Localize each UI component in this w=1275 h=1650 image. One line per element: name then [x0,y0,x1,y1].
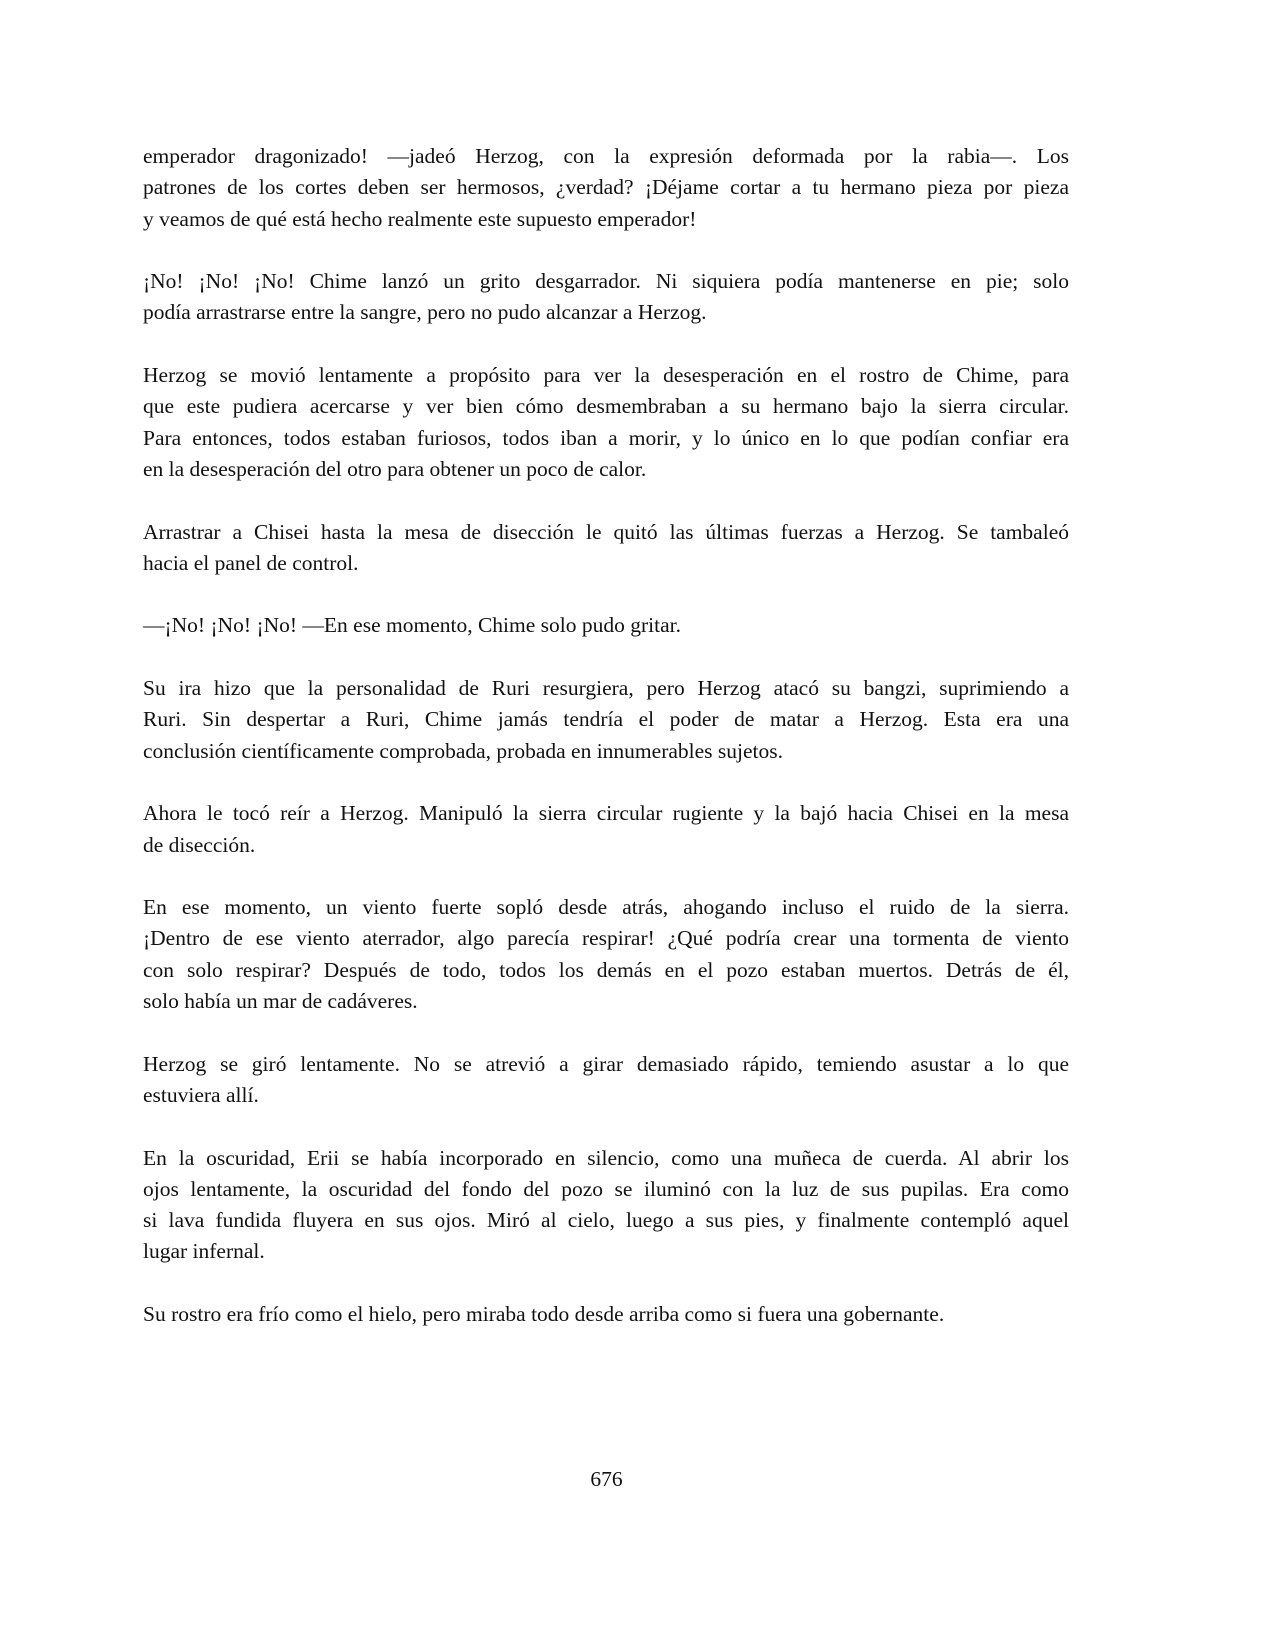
page-number: 676 [590,1467,623,1491]
text-line: Su rostro era frío como el hielo, pero miraba todo desde arriba como si fuera una gobernante. [143,1301,945,1326]
text-line: Arrastrar a Chisei hasta la mesa de disección le quitó las últimas fuerzas a Herzog. Se tambaleó [143,519,1069,544]
text-line: Ruri. Sin despertar a Ruri, Chime jamás tendría el poder de matar a Herzog. Esta era una [143,707,1069,732]
text-line: hacia el panel de control. [143,550,359,575]
text-line: en la desesperación del otro para obtener un poco de calor. [143,456,647,481]
text-line: Ahora le tocó reír a Herzog. Manipuló la sierra circular rugiente y la bajó hacia Chisei en la mesa [143,801,1069,826]
text-line: que este pudiera acercarse y ver bien cómo desmembraban a su hermano bajo la sierra circular. [143,394,1069,419]
text-line: lugar infernal. [143,1239,265,1264]
paragraph [143,798,1069,861]
text-line: podía arrastrarse entre la sangre, pero no pudo alcanzar a Herzog. [143,300,707,325]
text-line: emperador dragonizado! —jadeó Herzog, con la expresión deformada por la rabia—. Los [143,144,1069,168]
text-line: con solo respirar? Después de todo, todos los demás en el pozo estaban muertos. Detrás de él, [143,957,1069,982]
text-line: solo había un mar de cadáveres. [143,989,418,1014]
text-line: patrones de los cortes deben ser hermosos, ¿verdad? ¡Déjame cortar a tu hermano pieza por pieza [143,175,1069,200]
paragraph [143,141,1069,235]
paragraph [143,892,1069,1017]
text-line: estuviera allí. [143,1082,259,1107]
text-line: Herzog se giró lentamente. No se atrevió a girar demasiado rápido, temiendo asustar a lo que [143,1051,1069,1076]
paragraph [143,610,1069,641]
paragraph [143,1049,1069,1112]
text-line: conclusión científicamente comprobada, probada en innumerables sujetos. [143,738,784,763]
text-line: Para entonces, todos estaban furiosos, todos iban a morir, y lo único en lo que podían confiar era [143,425,1069,450]
paragraph [143,517,1069,580]
paragraph [143,360,1069,485]
text-line: ¡Dentro de ese viento aterrador, algo parecía respirar! ¿Qué podría crear una tormenta de viento [143,926,1069,951]
text-line: ojos lentamente, la oscuridad del fondo del pozo se iluminó con la luz de sus pupilas. Era como [143,1176,1069,1201]
text-line: ¡No! ¡No! ¡No! Chime lanzó un grito desgarrador. Ni siquiera podía mantenerse en pie; solo [143,269,1069,294]
text-line: En ese momento, un viento fuerte sopló desde atrás, ahogando incluso el ruido de la sierra. [143,895,1069,920]
text-line: de disección. [143,832,256,857]
page-body [143,141,1069,1362]
paragraph [143,1143,1069,1268]
paragraph [143,1299,1069,1330]
text-line: y veamos de qué está hecho realmente este supuesto emperador! [143,206,697,231]
text-line: —¡No! ¡No! ¡No! —En ese momento, Chime solo pudo gritar. [143,613,682,638]
paragraph [143,673,1069,767]
paragraph [143,266,1069,329]
text-line: Su ira hizo que la personalidad de Ruri resurgiera, pero Herzog atacó su bangzi, suprimiendo a [143,676,1069,701]
text-line: si lava fundida fluyera en sus ojos. Miró al cielo, luego a sus pies, y finalmente contempló aquel [143,1208,1069,1233]
text-line: Herzog se movió lentamente a propósito para ver la desesperación en el rostro de Chime, para [143,363,1069,388]
text-line: En la oscuridad, Erii se había incorporado en silencio, como una muñeca de cuerda. Al abrir los [143,1145,1069,1170]
